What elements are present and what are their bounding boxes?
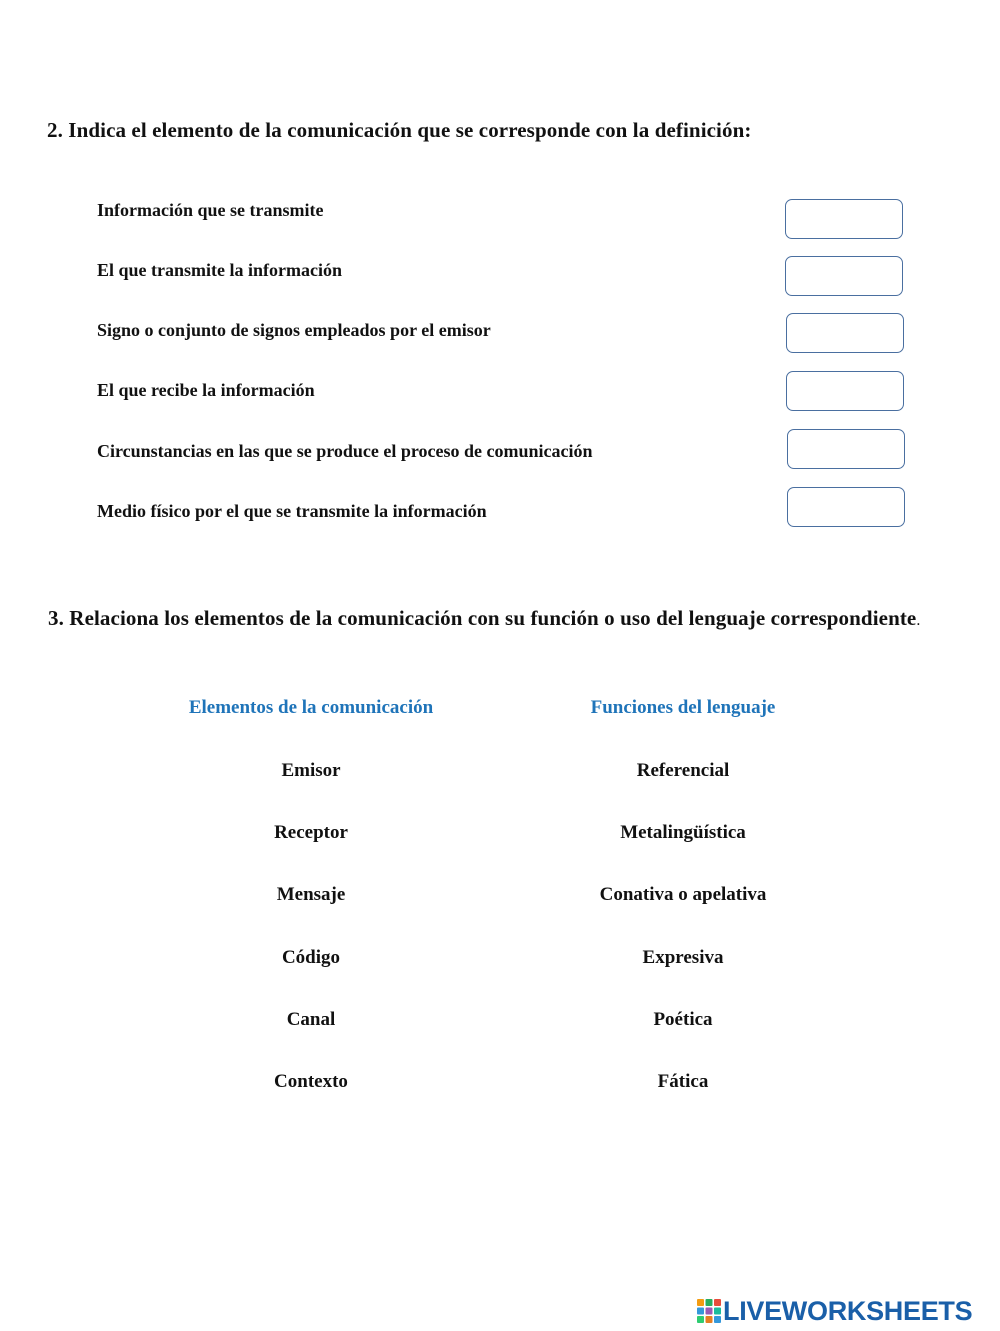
element-item[interactable]: Mensaje bbox=[276, 884, 346, 905]
definition-item: El que transmite la información bbox=[97, 260, 342, 280]
answer-box[interactable] bbox=[785, 199, 903, 239]
element-item[interactable]: Contexto bbox=[274, 1071, 348, 1092]
element-item[interactable]: Canal bbox=[286, 1009, 336, 1030]
question-2-title: 2. Indica el elemento de la comunicación que se corresponde con la definición: bbox=[47, 118, 752, 142]
definition-item: El que recibe la información bbox=[97, 380, 315, 400]
function-item[interactable]: Poética bbox=[653, 1009, 713, 1030]
answer-box[interactable] bbox=[787, 429, 905, 469]
answer-box[interactable] bbox=[785, 256, 903, 296]
function-item[interactable]: Conativa o apelativa bbox=[599, 884, 767, 905]
functions-column-header: Funciones del lenguaje bbox=[590, 697, 776, 718]
liveworksheets-logo-text: LIVEWORKSHEETS bbox=[723, 1295, 973, 1326]
function-item[interactable]: Expresiva bbox=[642, 947, 724, 968]
definition-item: Circunstancias en las que se produce el proceso de comunicación bbox=[97, 441, 593, 461]
question-3-title bbox=[48, 606, 920, 631]
function-item[interactable]: Metalingüística bbox=[620, 822, 746, 843]
element-item[interactable]: Código bbox=[281, 947, 341, 968]
definition-item: Signo o conjunto de signos empleados por el emisor bbox=[97, 320, 491, 340]
question-3-title-text: 3. Relaciona los elementos de la comunicación con su función o uso del lenguaje correspondiente bbox=[48, 606, 917, 630]
liveworksheets-logo bbox=[697, 1296, 972, 1326]
question-3-title-period: . bbox=[916, 612, 921, 629]
function-item[interactable]: Fática bbox=[657, 1071, 709, 1092]
elements-column-header: Elementos de la comunicación bbox=[188, 697, 434, 718]
element-item[interactable]: Emisor bbox=[281, 760, 341, 781]
definition-item: Medio físico por el que se transmite la información bbox=[97, 501, 487, 521]
element-item[interactable]: Receptor bbox=[274, 822, 348, 843]
definition-item: Información que se transmite bbox=[97, 200, 324, 220]
answer-box[interactable] bbox=[786, 313, 904, 353]
answer-box[interactable] bbox=[786, 371, 904, 411]
liveworksheets-logo-icon bbox=[697, 1299, 721, 1323]
answer-box[interactable] bbox=[787, 487, 905, 527]
function-item[interactable]: Referencial bbox=[636, 760, 730, 781]
